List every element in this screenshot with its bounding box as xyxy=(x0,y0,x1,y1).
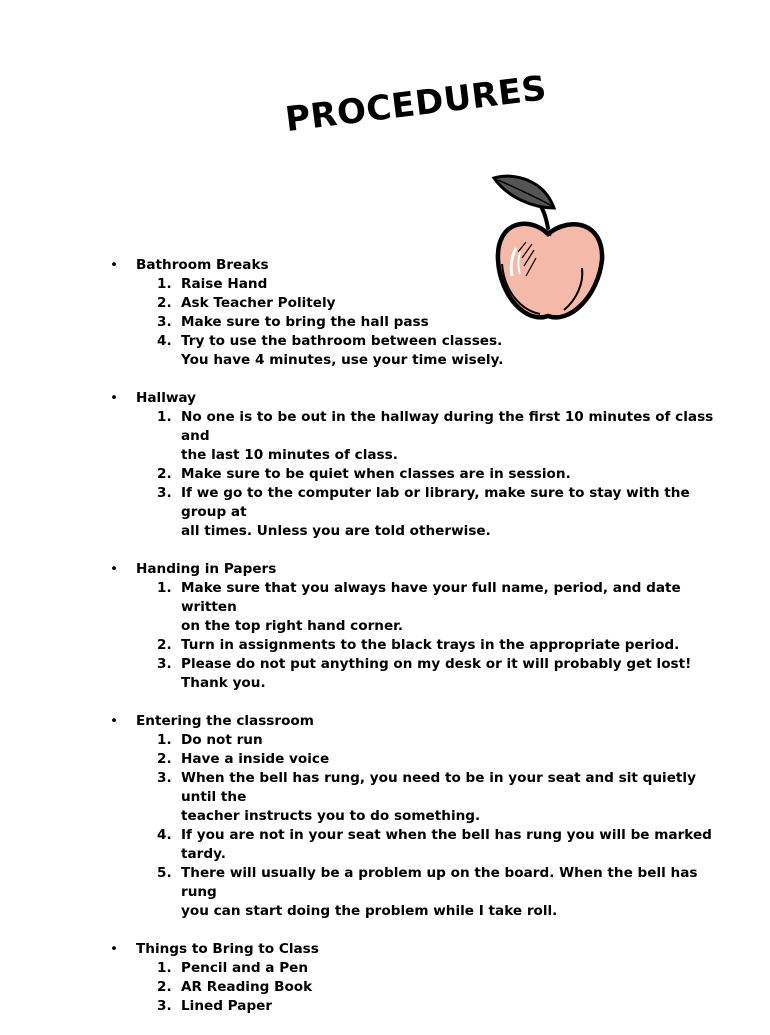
list-item xyxy=(110,275,730,294)
item-text: If you are not in your seat when the bell has rung you will be marked tardy. xyxy=(181,827,712,862)
item-number: 1. xyxy=(157,732,172,748)
section-heading xyxy=(110,256,730,275)
item-text: you can start doing the problem while I take roll. xyxy=(181,903,558,919)
list-item xyxy=(110,408,730,446)
section-heading-text: Bathroom Breaks xyxy=(136,257,269,273)
list-item xyxy=(110,332,730,351)
list-item-continuation xyxy=(110,807,730,826)
item-text: You have 4 minutes, use your time wisely. xyxy=(181,352,504,368)
item-number: 5. xyxy=(157,865,172,881)
list-item-continuation xyxy=(110,617,730,636)
bullet-icon: • xyxy=(110,390,119,406)
item-text: Raise Hand xyxy=(181,276,268,292)
item-number: 1. xyxy=(157,409,172,425)
section-heading xyxy=(110,940,730,959)
list-item-continuation xyxy=(110,522,730,541)
item-number: 3. xyxy=(157,998,172,1014)
item-text: Turn in assignments to the black trays in the appropriate period. xyxy=(181,637,680,653)
item-number: 1. xyxy=(157,580,172,596)
list-item xyxy=(110,750,730,769)
item-text: There will usually be a problem up on the board. When the bell has rung xyxy=(181,865,698,900)
item-text: If we go to the computer lab or library, make sure to stay with the group at xyxy=(181,485,690,520)
section-heading xyxy=(110,560,730,579)
item-number: 3. xyxy=(157,656,172,672)
item-number: 4. xyxy=(157,827,172,843)
item-text: Have a inside voice xyxy=(181,751,330,767)
section-entering-classroom xyxy=(110,712,730,921)
item-text: Make sure to bring the hall pass xyxy=(181,314,429,330)
bullet-icon: • xyxy=(110,257,119,273)
item-text: Do not run xyxy=(181,732,263,748)
bullet-icon: • xyxy=(110,713,119,729)
list-item xyxy=(110,636,730,655)
item-text: AR Reading Book xyxy=(181,979,313,995)
list-item xyxy=(110,655,730,674)
item-text: Make sure that you always have your full name, period, and date written xyxy=(181,580,681,615)
item-number: 3. xyxy=(157,770,172,786)
section-bathroom-breaks xyxy=(110,256,730,370)
list-item-continuation xyxy=(110,902,730,921)
list-item xyxy=(110,769,730,807)
list-item-continuation xyxy=(110,351,730,370)
item-text: Lined Paper xyxy=(181,998,273,1014)
bullet-icon: • xyxy=(110,561,119,577)
list-item-continuation xyxy=(110,674,730,693)
item-number: 1. xyxy=(157,960,172,976)
item-text: the last 10 minutes of class. xyxy=(181,447,398,463)
item-number: 2. xyxy=(157,637,172,653)
item-text: Please do not put anything on my desk or it will probably get lost! xyxy=(181,656,692,672)
section-heading-text: Hallway xyxy=(136,390,197,406)
section-heading-text: Entering the classroom xyxy=(136,713,314,729)
item-text: all times. Unless you are told otherwise. xyxy=(181,523,491,539)
item-text: Pencil and a Pen xyxy=(181,960,309,976)
item-text: Try to use the bathroom between classes. xyxy=(181,333,503,349)
item-text: Make sure to be quiet when classes are in session. xyxy=(181,466,571,482)
list-item xyxy=(110,579,730,617)
item-text: on the top right hand corner. xyxy=(181,618,404,634)
list-item xyxy=(110,864,730,902)
item-number: 2. xyxy=(157,466,172,482)
item-text: No one is to be out in the hallway during the first 10 minutes of class and xyxy=(181,409,714,444)
list-item xyxy=(110,959,730,978)
section-heading-text: Things to Bring to Class xyxy=(136,941,319,957)
item-number: 2. xyxy=(157,751,172,767)
list-item xyxy=(110,978,730,997)
list-item xyxy=(110,294,730,313)
section-heading-text: Handing in Papers xyxy=(136,561,277,577)
page-title: PROCEDURES xyxy=(283,68,549,140)
item-text: When the bell has rung, you need to be in your seat and sit quietly until the xyxy=(181,770,696,805)
list-item xyxy=(110,313,730,332)
section-heading xyxy=(110,712,730,731)
section-hallway xyxy=(110,389,730,541)
section-heading xyxy=(110,389,730,408)
list-item xyxy=(110,465,730,484)
item-text: teacher instructs you to do something. xyxy=(181,808,481,824)
item-number: 3. xyxy=(157,314,172,330)
item-number: 4. xyxy=(157,333,172,349)
section-things-to-bring xyxy=(110,940,730,1016)
bullet-icon: • xyxy=(110,941,119,957)
item-number: 2. xyxy=(157,295,172,311)
item-text: Thank you. xyxy=(181,675,266,691)
list-item xyxy=(110,484,730,522)
list-item-continuation xyxy=(110,446,730,465)
procedures-list xyxy=(110,256,730,1035)
item-number: 3. xyxy=(157,485,172,501)
list-item xyxy=(110,997,730,1016)
section-handing-in-papers xyxy=(110,560,730,693)
list-item xyxy=(110,826,730,864)
list-item xyxy=(110,731,730,750)
item-number: 2. xyxy=(157,979,172,995)
item-number: 1. xyxy=(157,276,172,292)
item-text: Ask Teacher Politely xyxy=(181,295,336,311)
